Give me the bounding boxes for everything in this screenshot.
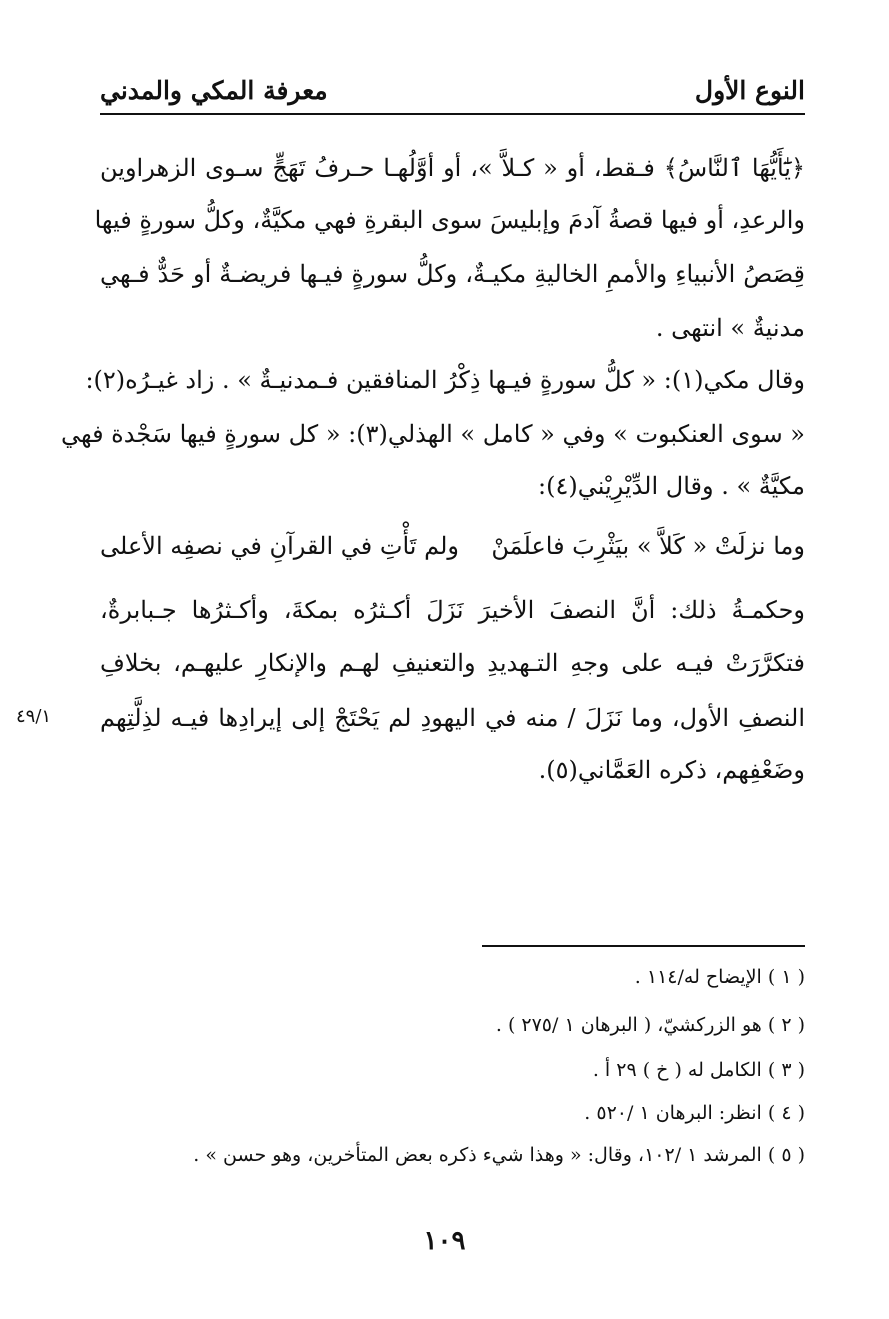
footnote: ( ٤ ) انظر: البرهان ١ /٥٢٠ . bbox=[584, 1102, 805, 1124]
margin-page-reference: ٤٩/١ bbox=[16, 706, 52, 727]
body-line: والرعدِ، أو فيها قصةُ آدمَ وإبليسَ سوى البقرةِ فهي مكيَّةٌ، وكلُّ سورةٍ فيها bbox=[94, 206, 805, 234]
body-line: النصفِ الأول، وما نَزَلَ / منه في اليهودِ لم يَحْتَجْ إلى إيرادِها فيـه لذِلَّتِهم bbox=[100, 704, 805, 732]
body-line: وضَعْفِهم، ذكره العَمَّاني(٥). bbox=[538, 756, 805, 784]
body-line: فتكرَّرَتْ فيـه على وجهِ التـهديدِ والتعنيفِ لهـم والإنكارِ عليهـم، بخلافِ bbox=[100, 649, 805, 677]
body-line: « سوى العنكبوت » وفي « كامل » الهذلي(٣): « كل سورةٍ فيها سَجْدة فهي bbox=[61, 420, 805, 448]
footnote: ( ١ ) الإيضاح له/١١٤ . bbox=[634, 966, 805, 988]
body-line: ﴿يَٰٓأَيُّهَا ٱلنَّاسُ﴾ فـقط، أو « كـلاَّ »، أو أوَّلُهـا حـرفُ تَهَجٍّ سـوى الزهراوين bbox=[100, 154, 805, 182]
poem-verse bbox=[100, 524, 805, 568]
footnote: ( ٣ ) الكامل له ( خ ) ٢٩ أ . bbox=[592, 1059, 805, 1081]
body-line: وقال مكي(١): « كلُّ سورةٍ فيـها ذِكْرُ المنافقين فـمدنيـةٌ » . زاد غيـرُه(٢): bbox=[85, 366, 805, 394]
poem-second-hemistich: ولم تَأْتِ في القرآنِ في نصفِه الأعلى bbox=[100, 532, 459, 560]
body-line: وحكمـةُ ذلك: أنَّ النصفَ الأخيرَ نَزَلَ أكـثرُه بمكةَ، وأكـثرُها جـبابرةٌ، bbox=[100, 596, 805, 624]
header-divider bbox=[100, 113, 805, 115]
body-line: مدنيةٌ » انتهى . bbox=[655, 314, 805, 342]
footnote: ( ٥ ) المرشد ١ /١٠٢، وقال: « وهذا شيء ذكره بعض المتأخرين، وهو حسن » . bbox=[193, 1144, 805, 1166]
body-line: مكيَّةٌ » . وقال الدِّيْرِيْني(٤): bbox=[538, 472, 805, 500]
section-title: معرفة المكي والمدني bbox=[100, 76, 328, 105]
body-line: قِصَصُ الأنبياءِ والأممِ الخاليةِ مكيـةٌ، وكلُّ سورةٍ فيـها فريضـةٌ أو حَدٌّ فـهي bbox=[100, 260, 805, 288]
chapter-title: النوع الأول bbox=[694, 76, 805, 105]
running-header bbox=[100, 66, 805, 116]
footnote: ( ٢ ) هو الزركشيّ، ( البرهان ١ /٢٧٥ ) . bbox=[495, 1014, 805, 1036]
footnote-divider bbox=[482, 945, 805, 947]
page-number: ١٠٩ bbox=[423, 1226, 466, 1256]
poem-first-hemistich: وما نزلَتْ « كَلاَّ » بيَثْرِبَ فاعلَمَنْ bbox=[491, 532, 805, 560]
